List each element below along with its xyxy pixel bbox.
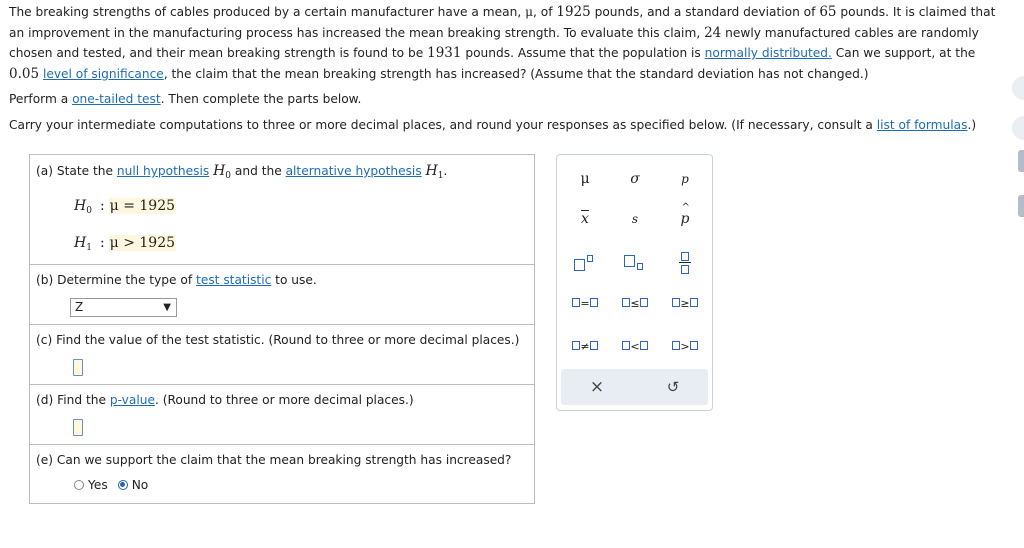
hat-icon: ^: [681, 202, 690, 213]
link-alternative-hypothesis[interactable]: alternative hypothesis: [285, 164, 422, 178]
question-text: .: [443, 164, 448, 178]
part-c-question: [36, 333, 519, 347]
right-box: [640, 341, 648, 350]
question-text: Find the value of the test statistic. (Round to three or more decimal places.): [56, 333, 520, 347]
question-text: to use.: [271, 273, 317, 287]
key-mu[interactable]: [561, 164, 609, 194]
instruction-text: Perform a: [9, 92, 73, 106]
right-box: [590, 341, 598, 350]
link-level-of-significance[interactable]: level of significance: [42, 66, 164, 81]
superscript-template-icon: [574, 255, 596, 271]
significance-level-value: 0.05: [9, 65, 40, 82]
part-b-question: [36, 273, 317, 287]
key-symbol: p: [681, 172, 689, 186]
instruction-text: . Then complete the parts below.: [160, 92, 362, 106]
greater-than-template-icon: [672, 340, 697, 353]
test-statistic-input[interactable]: [73, 359, 83, 376]
part-b: [30, 264, 534, 324]
h-letter: H: [74, 198, 87, 214]
mu-symbol: μ: [525, 5, 533, 19]
not-equal-template-icon: [572, 340, 597, 353]
part-label: (b): [36, 273, 54, 287]
problem-text: pounds. It is claimed that an improvement in the manufacturing process has increased the mean breaking strength. To evaluate this claim,: [9, 5, 996, 40]
question-text: Find the: [57, 393, 110, 407]
part-label: (d): [36, 393, 54, 407]
key-fraction[interactable]: [661, 248, 709, 278]
h-letter: H: [74, 235, 87, 251]
symbol-palette: [556, 154, 713, 411]
question-text: State the: [56, 164, 117, 178]
right-box: [590, 298, 598, 307]
base-box: [574, 259, 585, 271]
key-symbol: σ: [630, 171, 640, 187]
part-d-question: [36, 393, 414, 407]
h1-symbol: [426, 163, 444, 179]
subscript: 0: [225, 171, 232, 181]
question-text: Determine the type of: [57, 273, 197, 287]
answer-panel: [29, 154, 535, 504]
question-text: and the: [231, 164, 286, 178]
perform-instruction: [9, 92, 361, 106]
key-greater-than[interactable]: [661, 331, 709, 361]
right-box: [640, 298, 648, 307]
question-text: Can we support the claim that the mean breaking strength has increased?: [56, 453, 512, 467]
operator: ≥: [680, 296, 690, 310]
link-test-statistic[interactable]: test statistic: [196, 273, 272, 287]
problem-text: , of: [533, 5, 557, 19]
key-not-equal[interactable]: [561, 331, 609, 361]
colon: :: [99, 198, 105, 214]
less-equal-template-icon: [622, 297, 647, 310]
right-box: [690, 341, 698, 350]
greater-equal-template-icon: [672, 297, 697, 310]
fraction-template-icon: [679, 252, 691, 274]
problem-text: , the claim that the mean breaking strength has increased? (Assume that the standard deviation has not changed.): [163, 66, 869, 81]
key-x-bar[interactable]: [561, 204, 609, 234]
part-e-question: [36, 453, 511, 467]
side-panel-tab[interactable]: [1018, 195, 1024, 217]
operator: >: [680, 339, 690, 353]
part-e: [30, 444, 534, 503]
key-superscript[interactable]: [561, 248, 609, 278]
close-icon: ×: [589, 377, 605, 397]
fraction-bar: [679, 262, 691, 263]
sample-mean-value: 1931: [427, 45, 462, 61]
key-less-equal[interactable]: [611, 288, 659, 318]
alternative-hypothesis-field[interactable]: μ > 1925: [109, 235, 176, 251]
radio-no[interactable]: [118, 480, 128, 490]
operator: ≤: [630, 296, 640, 310]
key-less-than[interactable]: [611, 331, 659, 361]
part-label: (c): [36, 333, 53, 347]
side-panel-handle[interactable]: [1012, 76, 1024, 100]
p-value-input[interactable]: [73, 419, 83, 436]
support-claim-options: [74, 478, 154, 492]
link-null-hypothesis[interactable]: null hypothesis: [116, 164, 210, 178]
subscript: 1: [86, 243, 92, 253]
denominator-box: [681, 265, 689, 274]
h0-symbol: [213, 163, 231, 179]
problem-text: pounds, and a standard deviation of: [590, 5, 820, 19]
colon: :: [99, 235, 105, 251]
radio-yes-label: Yes: [88, 478, 108, 492]
alternative-hypothesis-row: [74, 235, 176, 253]
subscript-box: [637, 263, 643, 270]
instruction-text: .): [967, 118, 977, 132]
part-c: [30, 324, 534, 384]
part-a-question: [36, 163, 447, 181]
h-letter: H: [425, 163, 438, 179]
subscript: 0: [86, 206, 92, 216]
null-hypothesis-row: [74, 198, 176, 216]
operator: <: [630, 339, 640, 353]
part-a: [30, 155, 534, 264]
p-letter: p: [680, 211, 690, 227]
link-one-tailed-test[interactable]: one-tailed test: [72, 92, 161, 106]
subscript-template-icon: [624, 255, 646, 271]
key-equals[interactable]: [561, 288, 609, 318]
link-p-value[interactable]: p-value: [109, 393, 155, 407]
side-panel-tab[interactable]: [1018, 150, 1024, 172]
key-s[interactable]: [611, 204, 659, 234]
key-subscript[interactable]: [611, 248, 659, 278]
undo-button[interactable]: [649, 372, 697, 402]
carry-instruction: [9, 118, 976, 132]
problem-text: The breaking strengths of cables produced by a certain manufacturer have a mean,: [9, 5, 526, 19]
problem-text: pounds. Assume that the population is: [461, 46, 705, 60]
exponent-box: [587, 255, 593, 262]
side-panel-handle[interactable]: [1012, 116, 1024, 140]
link-normally-distributed[interactable]: normally distributed.: [704, 46, 832, 60]
equals-template-icon: [572, 297, 597, 310]
h-letter: H: [213, 163, 226, 179]
link-list-of-formulas[interactable]: list of formulas: [876, 118, 968, 132]
dropdown-caret-icon: ▼: [163, 302, 171, 313]
key-p-hat[interactable]: [661, 204, 709, 234]
numerator-box: [681, 252, 689, 261]
sample-size-value: 24: [704, 24, 722, 41]
operator: =: [580, 296, 590, 310]
key-symbol: μ: [580, 171, 590, 187]
part-label: (a): [36, 164, 53, 178]
less-than-template-icon: [622, 340, 647, 353]
right-box: [690, 298, 698, 307]
key-p[interactable]: [661, 164, 709, 194]
test-statistic-dropdown[interactable]: [70, 298, 177, 317]
key-greater-equal[interactable]: [661, 288, 709, 318]
h1-label: [74, 235, 92, 251]
population-mean-value: 1925: [556, 4, 591, 20]
radio-no-label: No: [131, 478, 149, 492]
problem-text: Can we support, at the: [831, 46, 976, 60]
undo-icon: ↺: [666, 378, 680, 396]
subscript: 1: [437, 171, 444, 181]
part-d: [30, 384, 534, 444]
problem-statement: [9, 2, 999, 84]
operator: ≠: [580, 339, 590, 353]
h0-label: [74, 198, 92, 214]
dropdown-selected-value: Z: [75, 300, 84, 314]
key-sigma[interactable]: [611, 164, 659, 194]
question-text: . (Round to three or more decimal places.): [154, 393, 414, 407]
null-hypothesis-field[interactable]: μ = 1925: [109, 198, 176, 214]
key-symbol: s: [631, 212, 639, 226]
key-symbol: [680, 202, 690, 227]
clear-button[interactable]: [573, 372, 621, 402]
key-symbol: $\overline{x}$: [581, 211, 589, 227]
instruction-text: Carry your intermediate computations to three or more decimal places, and round your responses as specified below. (If necessary, consult a: [9, 118, 877, 132]
problem-text: newly manufactured cables are randomly chosen and tested, and their mean breaking strength is found to be: [9, 25, 979, 60]
palette-action-bar: [561, 369, 708, 405]
standard-deviation-value: 65: [819, 4, 837, 20]
radio-yes[interactable]: [74, 480, 84, 490]
base-box: [624, 255, 635, 267]
part-label: (e): [36, 453, 54, 467]
